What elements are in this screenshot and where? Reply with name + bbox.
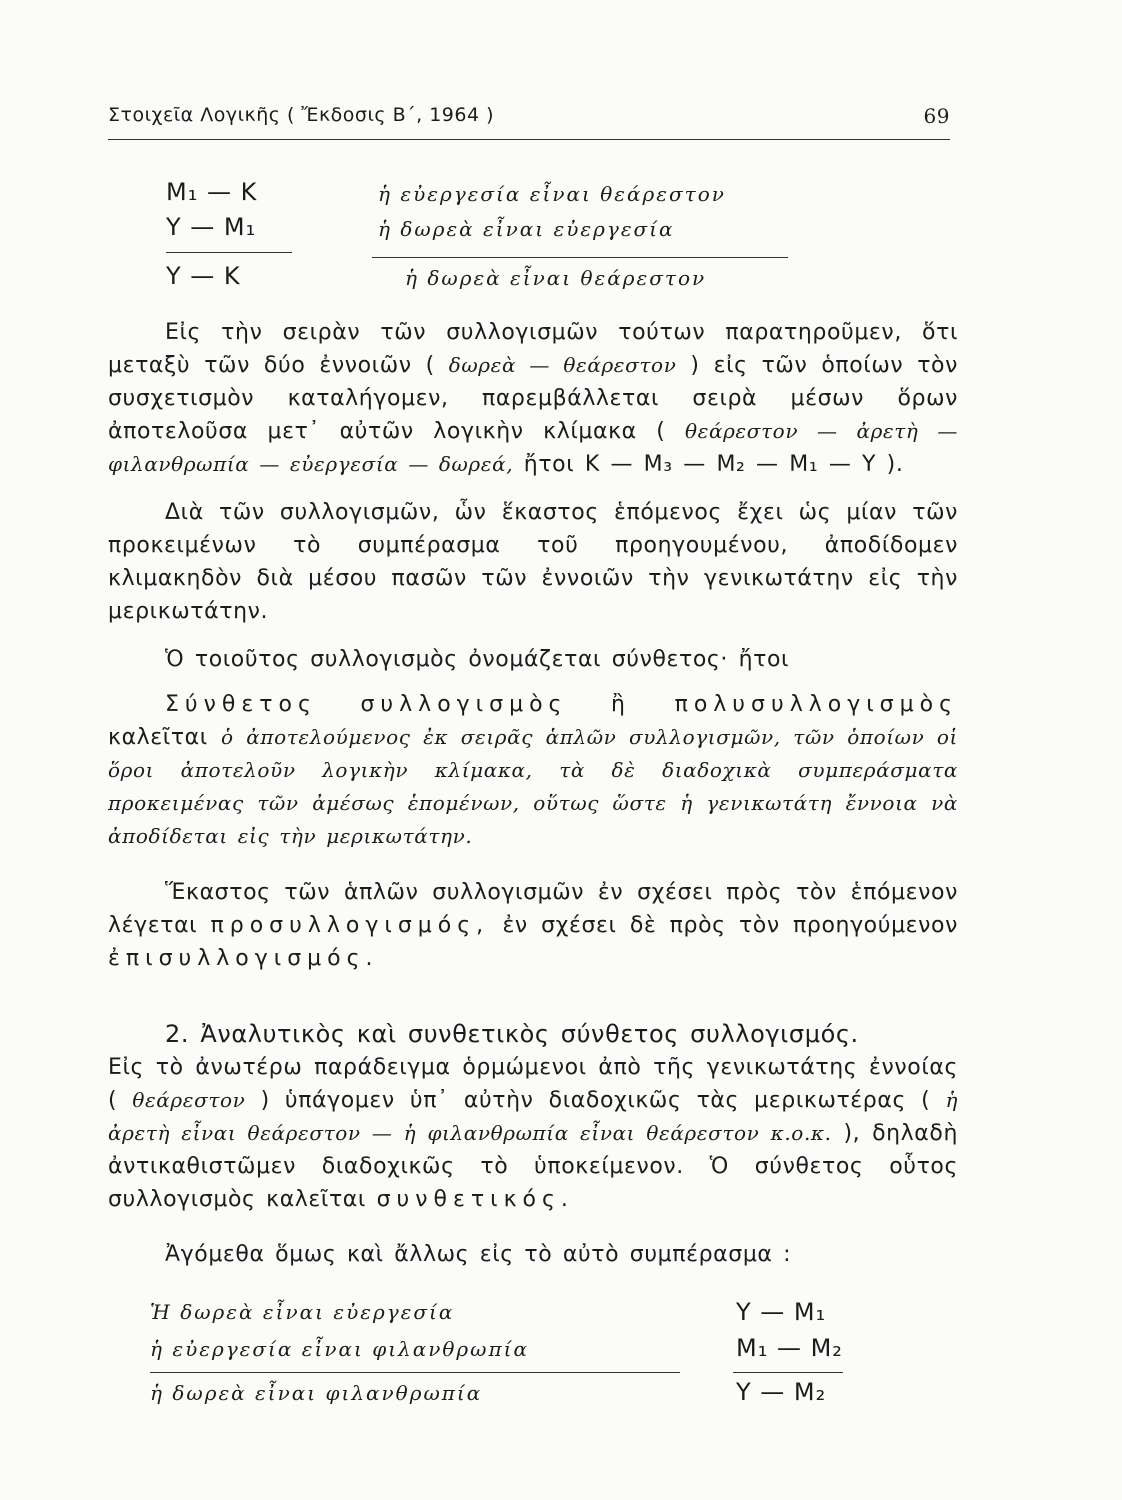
p1-text-a: Εἰς τὴν σειρὰν τῶν συλλογισμῶν τούτων παρατηροῦμεν, ὅτι μεταξὺ τῶν δύο ἐννοιῶν ( [108,320,958,378]
syllogism-2-premise-2-text: ἡ εὐεργεσία εἶναι φιλανθρωπία [150,1337,529,1361]
syllogism-1-text-rule [372,257,788,258]
syllogism-1-conclusion-symbol: Υ — Κ [166,262,241,290]
syllogism-1-premise-2-symbol: Υ — Μ₁ [166,213,257,241]
p4-term-episyllogism: ἐπισυλλογισμός. [108,946,379,971]
p4-text-a: Ἕκαστος τῶν ἁπλῶν συλλογισμῶν ἐν σχέσει πρὸς τὸν ἑπόμενον λέγεται [108,880,958,938]
p2-text: Διὰ τῶν συλλογισμῶν, ὧν ἕκαστος ἑπόμενος ἔχει ὡς μίαν τῶν προκειμένων τὸ συμπέρασμα τοῦ προηγουμένου, ἀποδίδομεν κλιμακηδὸν διὰ μέσου πασῶν τῶν ἐννοιῶν τὴν γενικωτάτην εἰς τὴν μερικωτάτην. [108,500,958,624]
syllogism-2-conclusion-symbol: Υ — Μ₂ [736,1378,827,1406]
definition-block [108,688,958,853]
syllogism-1-premise-1-text: ἡ εὐεργεσία εἶναι θεάρεστον [378,182,726,206]
p5-text: Ἀγόμεθα ὅμως καὶ ἄλλως εἰς τὸ αὐτὸ συμπέρασμα : [165,1242,792,1267]
p1-text-c: ) εἰς τῶν ὁποίων τὸν συσχετισμὸν καταλήγομεν, παρεμβάλλεται σειρὰ μέσων ὅρων ἀποτελοῦσα μετ᾽ αὐτῶν λογικὴν κλίμακα ( [108,353,958,444]
paragraph-pro-epi [108,876,958,975]
definition-verb: καλεῖται [108,725,208,750]
syllogism-2-conclusion-text: ἡ δωρεὰ εἶναι φιλανθρωπία [150,1381,483,1405]
section-2 [108,1018,958,1216]
p4-term-prosyllogism: προσυλλογισμός, [210,913,490,938]
section-2-text-c: ) ὑπάγομεν ὑπ᾽ αὐτὴν διαδοχικῶς τὰς μερικωτέρας ( [260,1088,931,1113]
section-2-text-a: Εἰς τὸ ἀνωτέρω παράδειγμα ὁρμώμενοι ἀπὸ τῆς γενικωτάτης ἐννοίας ( [108,1055,958,1113]
syllogism-1-conclusion-text: ἡ δωρεὰ εἶναι θεάρεστον [405,266,707,290]
syllogism-2-symbol-rule [733,1372,843,1373]
section-2-text-e: ), δηλαδὴ ἀντικαθιστῶμεν διαδοχικῶς τὸ ὑποκείμενον. Ὁ σύνθετος οὗτος συλλογισμὸς καλεῖται [108,1121,959,1212]
p1-text-e: ἤτοι Κ — Μ₃ — Μ₂ — Μ₁ — Υ ). [523,452,904,477]
definition-term: Σύνθετος συλλογισμὸς ἢ πολυσυλλογισμὸς [165,692,958,717]
syllogism-1-premise-2-text: ἡ δωρεὰ εἶναι εὐεργεσία [378,217,675,241]
p1-italic-b: δωρεὰ — θεάρεστον [448,353,677,377]
syllogism-1-premise-1-symbol: Μ₁ — Κ [166,178,258,206]
syllogism-2-text-rule [150,1372,680,1373]
running-header-title: Στοιχεῖα Λογικῆς ( Ἔκδοσις Β΄, 1964 ) [108,104,495,126]
section-2-italic-d: ἡ ἀρετὴ εἶναι θεάρεστον — ἡ φιλανθρωπία εἶναι θεάρεστον κ.ο.κ. [108,1088,959,1145]
paragraph-named [108,643,958,676]
definition-text: ὁ ἀποτελούμενος ἐκ σειρᾶς ἁπλῶν συλλογισμῶν, τῶν ὁποίων οἱ ὅροι ἀποτελοῦν λογικὴν κλίμακα, τὰ δὲ διαδοχικὰ συμπεράσματα προκειμένας τῶν ἀμέσως ἑπομένων, οὕτως ὥστε ἡ γενικωτάτη ἔννοια νὰ ἀποδίδεται εἰς τὴν μερικωτάτην. [108,725,958,848]
page-number: 69 [923,104,950,128]
syllogism-2-premise-1-text: Ἡ δωρεὰ εἶναι εὐεργεσία [150,1300,455,1324]
p3-text: Ὁ τοιοῦτος συλλογισμὸς ὀνομάζεται σύνθετος· ἤτοι [165,647,790,672]
header-rule [108,139,950,140]
p4-text-c: ἐν σχέσει δὲ πρὸς τὸν προηγούμενον [502,913,958,938]
syllogism-1-symbol-rule [166,252,292,253]
section-2-term-synthetic: συνθετικός. [376,1187,574,1212]
paragraph-alternative [108,1238,958,1271]
syllogism-2-premise-1-symbol: Υ — Μ₁ [736,1298,827,1326]
paragraph-logical-ladder [108,316,958,481]
p1-italic-d: θεάρεστον — ἀρετὴ — φιλανθρωπία — εὐεργεσία — δωρεά, [108,419,958,476]
section-2-heading: 2. Ἀναλυτικὸς καὶ συνθετικὸς σύνθετος συλλογισμός. [165,1020,859,1048]
paragraph-syllogisms [108,496,958,628]
section-2-italic-b: θεάρεστον [132,1088,246,1112]
syllogism-2-premise-2-symbol: Μ₁ — Μ₂ [736,1334,843,1362]
